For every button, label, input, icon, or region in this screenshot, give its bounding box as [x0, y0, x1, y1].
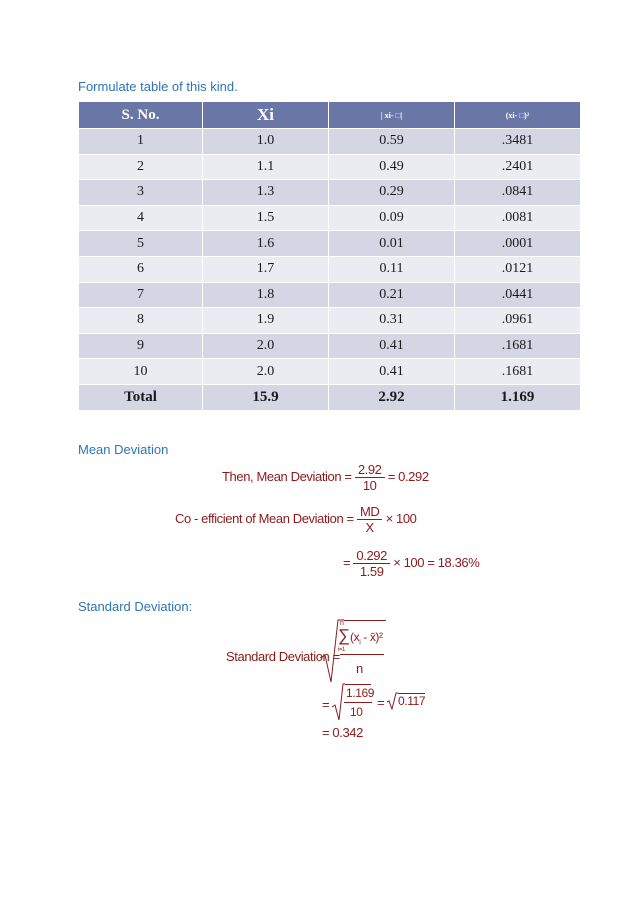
- cell-sno: 4: [79, 205, 203, 231]
- sd-substitution: [322, 683, 426, 723]
- mean-deviation-label: Then, Mean Deviation =: [222, 468, 352, 484]
- mean-deviation-formula: [222, 462, 429, 493]
- sqrt-sign-icon: [386, 692, 398, 710]
- coefficient-result-formula: [343, 548, 479, 579]
- cell-xi: 1.3: [203, 180, 329, 206]
- cell-squared-deviation: .1681: [455, 333, 581, 359]
- sum-body-rest: - x̄)²: [360, 630, 383, 644]
- coefficient-label: Co - efficient of Mean Deviation =: [175, 510, 354, 526]
- fraction-denominator: 10: [350, 705, 363, 719]
- sd-root-expression: [318, 618, 388, 684]
- mean-deviation-heading: Mean Deviation: [78, 442, 169, 457]
- cell-squared-deviation: .1681: [455, 359, 581, 385]
- table-row: [79, 129, 581, 155]
- cell-xi: 1.7: [203, 256, 329, 282]
- cell-abs-deviation: 0.59: [329, 129, 455, 155]
- cell-xi: 1.8: [203, 282, 329, 308]
- sd-result: = 0.342: [322, 725, 363, 740]
- table-row: [79, 282, 581, 308]
- fraction-denominator: 10: [362, 478, 377, 493]
- fraction-numerator: 1.169: [346, 686, 375, 700]
- total-abs-deviation: 2.92: [329, 384, 455, 410]
- cell-xi: 1.1: [203, 154, 329, 180]
- table-row: [79, 180, 581, 206]
- cell-squared-deviation: .0961: [455, 308, 581, 334]
- cell-sno: 3: [79, 180, 203, 206]
- cell-squared-deviation: .3481: [455, 129, 581, 155]
- cell-squared-deviation: .0121: [455, 256, 581, 282]
- equals-sign: =: [343, 554, 351, 570]
- header-abs-deviation: | xi- □|: [329, 102, 455, 129]
- cell-squared-deviation: .0441: [455, 282, 581, 308]
- cell-abs-deviation: 0.31: [329, 308, 455, 334]
- cell-xi: 1.9: [203, 308, 329, 334]
- fraction-numerator: 0.292: [353, 548, 390, 564]
- cell-squared-deviation: .2401: [455, 154, 581, 180]
- fraction-denominator: 1.59: [359, 564, 384, 579]
- cell-squared-deviation: .0841: [455, 180, 581, 206]
- sum-body-subscript: i: [359, 639, 361, 647]
- cell-xi: 2.0: [203, 359, 329, 385]
- table-row: [79, 256, 581, 282]
- table-row: [79, 154, 581, 180]
- standard-deviation-heading: Standard Deviation:: [78, 599, 193, 614]
- deviation-table: [78, 101, 581, 411]
- header-sno: S. No.: [79, 102, 203, 129]
- total-squared-deviation: 1.169: [455, 384, 581, 410]
- cell-abs-deviation: 0.49: [329, 154, 455, 180]
- cell-xi: 2.0: [203, 333, 329, 359]
- cell-abs-deviation: 0.21: [329, 282, 455, 308]
- cell-sno: 8: [79, 308, 203, 334]
- sd-denominator: n: [356, 661, 363, 676]
- coefficient-result: × 100 = 18.36%: [393, 554, 480, 570]
- cell-abs-deviation: 0.01: [329, 231, 455, 257]
- cell-abs-deviation: 0.41: [329, 359, 455, 385]
- cell-xi: 1.6: [203, 231, 329, 257]
- cell-sno: 2: [79, 154, 203, 180]
- table-row: [79, 308, 581, 334]
- cell-sno: 9: [79, 333, 203, 359]
- sum-icon: ∑: [338, 626, 350, 645]
- table-row: [79, 359, 581, 385]
- coefficient-formula: [175, 504, 417, 535]
- table-row: [79, 333, 581, 359]
- cell-sno: 10: [79, 359, 203, 385]
- cell-abs-deviation: 0.41: [329, 333, 455, 359]
- total-xi: 15.9: [203, 384, 329, 410]
- table-row: [79, 231, 581, 257]
- cell-xi: 1.0: [203, 129, 329, 155]
- fraction-numerator: MD: [357, 504, 382, 520]
- cell-sno: 1: [79, 129, 203, 155]
- header-xi: Xi: [203, 102, 329, 129]
- equals-sign: =: [322, 697, 330, 712]
- sqrt-value: 0.117: [398, 694, 426, 708]
- fraction-denominator: X: [365, 520, 374, 535]
- cell-abs-deviation: 0.29: [329, 180, 455, 206]
- cell-xi: 1.5: [203, 205, 329, 231]
- table-total-row: [79, 384, 581, 410]
- table-row: [79, 205, 581, 231]
- table-header-row: [79, 102, 581, 129]
- coefficient-multiplier: × 100: [385, 510, 417, 526]
- coefficient-result-fraction: [353, 548, 390, 579]
- fraction-numerator: 2.92: [355, 462, 385, 478]
- mean-deviation-fraction: [355, 462, 385, 493]
- header-squared-deviation: (xi- □)²: [455, 102, 581, 129]
- sum-body: [350, 630, 383, 646]
- cell-squared-deviation: .0081: [455, 205, 581, 231]
- cell-sno: 5: [79, 231, 203, 257]
- sum-lower-limit: i=1: [338, 647, 345, 653]
- sum-upper-limit: n: [340, 620, 344, 627]
- total-label: Total: [79, 384, 203, 410]
- cell-abs-deviation: 0.09: [329, 205, 455, 231]
- sd-label: Standard Deviation =: [226, 649, 340, 664]
- cell-abs-deviation: 0.11: [329, 256, 455, 282]
- table-title: Formulate table of this kind.: [78, 79, 238, 94]
- sum-body-x: (x: [350, 630, 360, 644]
- sqrt-sign-icon: [331, 683, 345, 721]
- equals-sign: =: [377, 695, 385, 710]
- mean-deviation-result: = 0.292: [387, 468, 429, 484]
- cell-squared-deviation: .0001: [455, 231, 581, 257]
- cell-sno: 7: [79, 282, 203, 308]
- coefficient-fraction: [357, 504, 382, 535]
- cell-sno: 6: [79, 256, 203, 282]
